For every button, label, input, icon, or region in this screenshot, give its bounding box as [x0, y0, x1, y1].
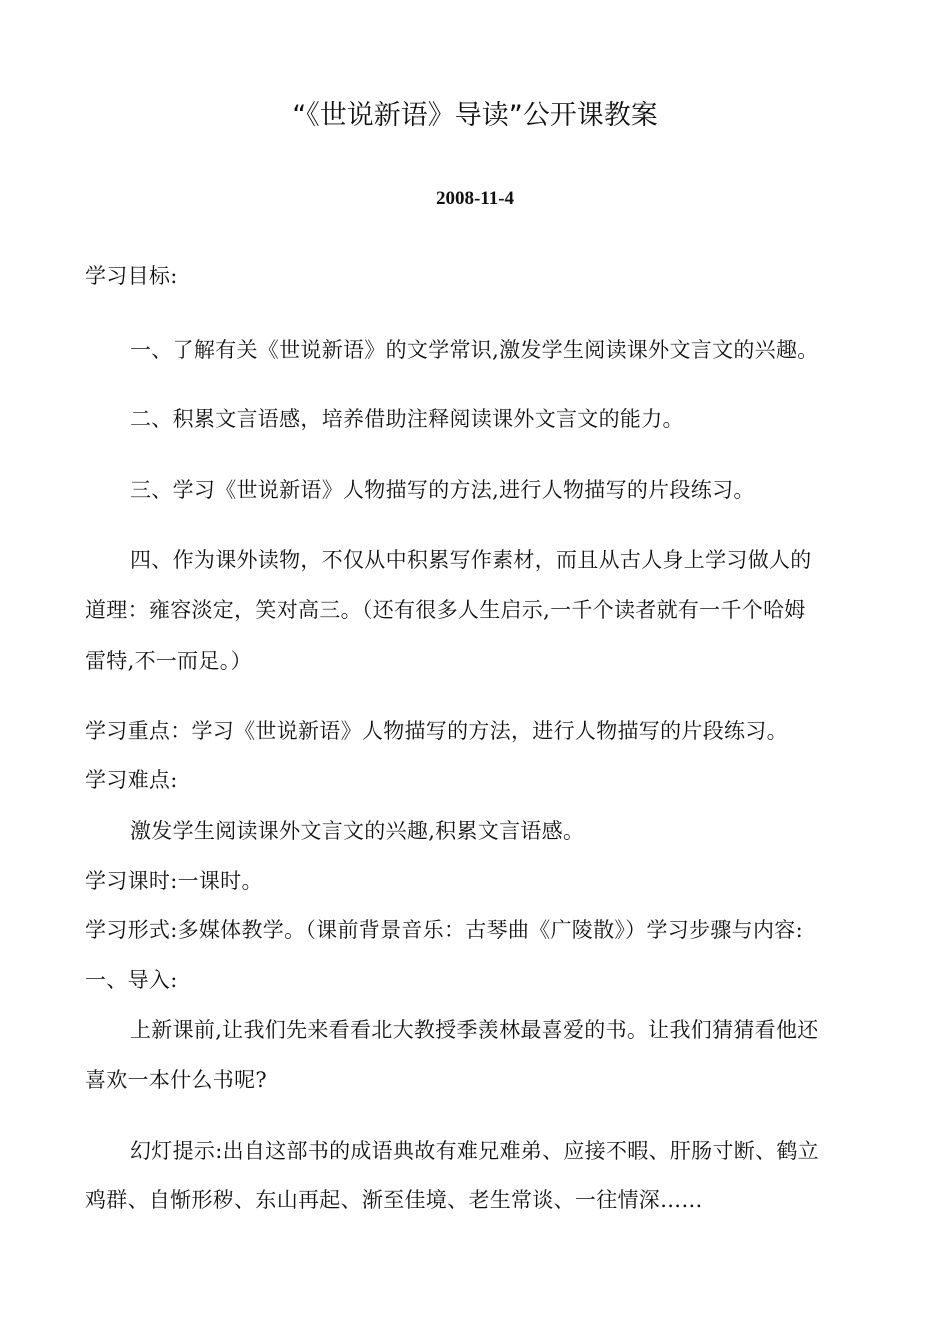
goal-4-line-1: 四、作为课外读物，不仅从中积累写作素材，而且从古人身上学习做人的: [130, 548, 812, 572]
goal-4-line-2: 道理：雍容淡定，笑对高三。（还有很多人生启示,一千个读者就有一千个哈姆: [85, 598, 806, 622]
learning-format: 学习形式:多媒体教学。（课前背景音乐：古琴曲《广陵散》）学习步骤与内容:: [85, 918, 803, 942]
difficulties-text: 激发学生阅读课外文言文的兴趣,积累文言语感。: [130, 819, 585, 843]
intro-para-line-2: 喜欢一本什么书呢?: [85, 1068, 267, 1092]
slide-hint-line-2: 鸡群、自惭形秽、东山再起、渐至佳境、老生常谈、一往情深……: [85, 1188, 703, 1212]
intro-heading: 一、导入:: [85, 968, 178, 992]
goal-4-line-3: 雷特,不一而足。）: [85, 649, 252, 673]
document-title: “《世说新语》导读”公开课教案: [292, 100, 658, 131]
difficulties-heading: 学习难点:: [85, 768, 178, 792]
class-hours: 学习课时:一课时。: [85, 869, 263, 893]
slide-hint-line-1: 幻灯提示:出自这部书的成语典故有难兄难弟、应接不暇、肝肠寸断、鹤立: [130, 1139, 819, 1163]
goal-3: 三、学习《世说新语》人物描写的方法,进行人物描写的片段练习。: [130, 478, 755, 502]
document-date: 2008-11-4: [435, 188, 515, 209]
goal-1: 一、了解有关《世说新语》的文学常识,激发学生阅读课外文言文的兴趣。: [130, 338, 819, 362]
learning-goals-heading: 学习目标:: [85, 264, 178, 288]
goal-2: 二、积累文言语感，培养借助注释阅读课外文言文的能力。: [130, 407, 684, 431]
intro-para-line-1: 上新课前,让我们先来看看北大教授季羡林最喜爱的书。让我们猜猜看他还: [130, 1018, 819, 1042]
key-points: 学习重点：学习《世说新语》人物描写的方法，进行人物描写的片段练习。: [85, 719, 788, 743]
